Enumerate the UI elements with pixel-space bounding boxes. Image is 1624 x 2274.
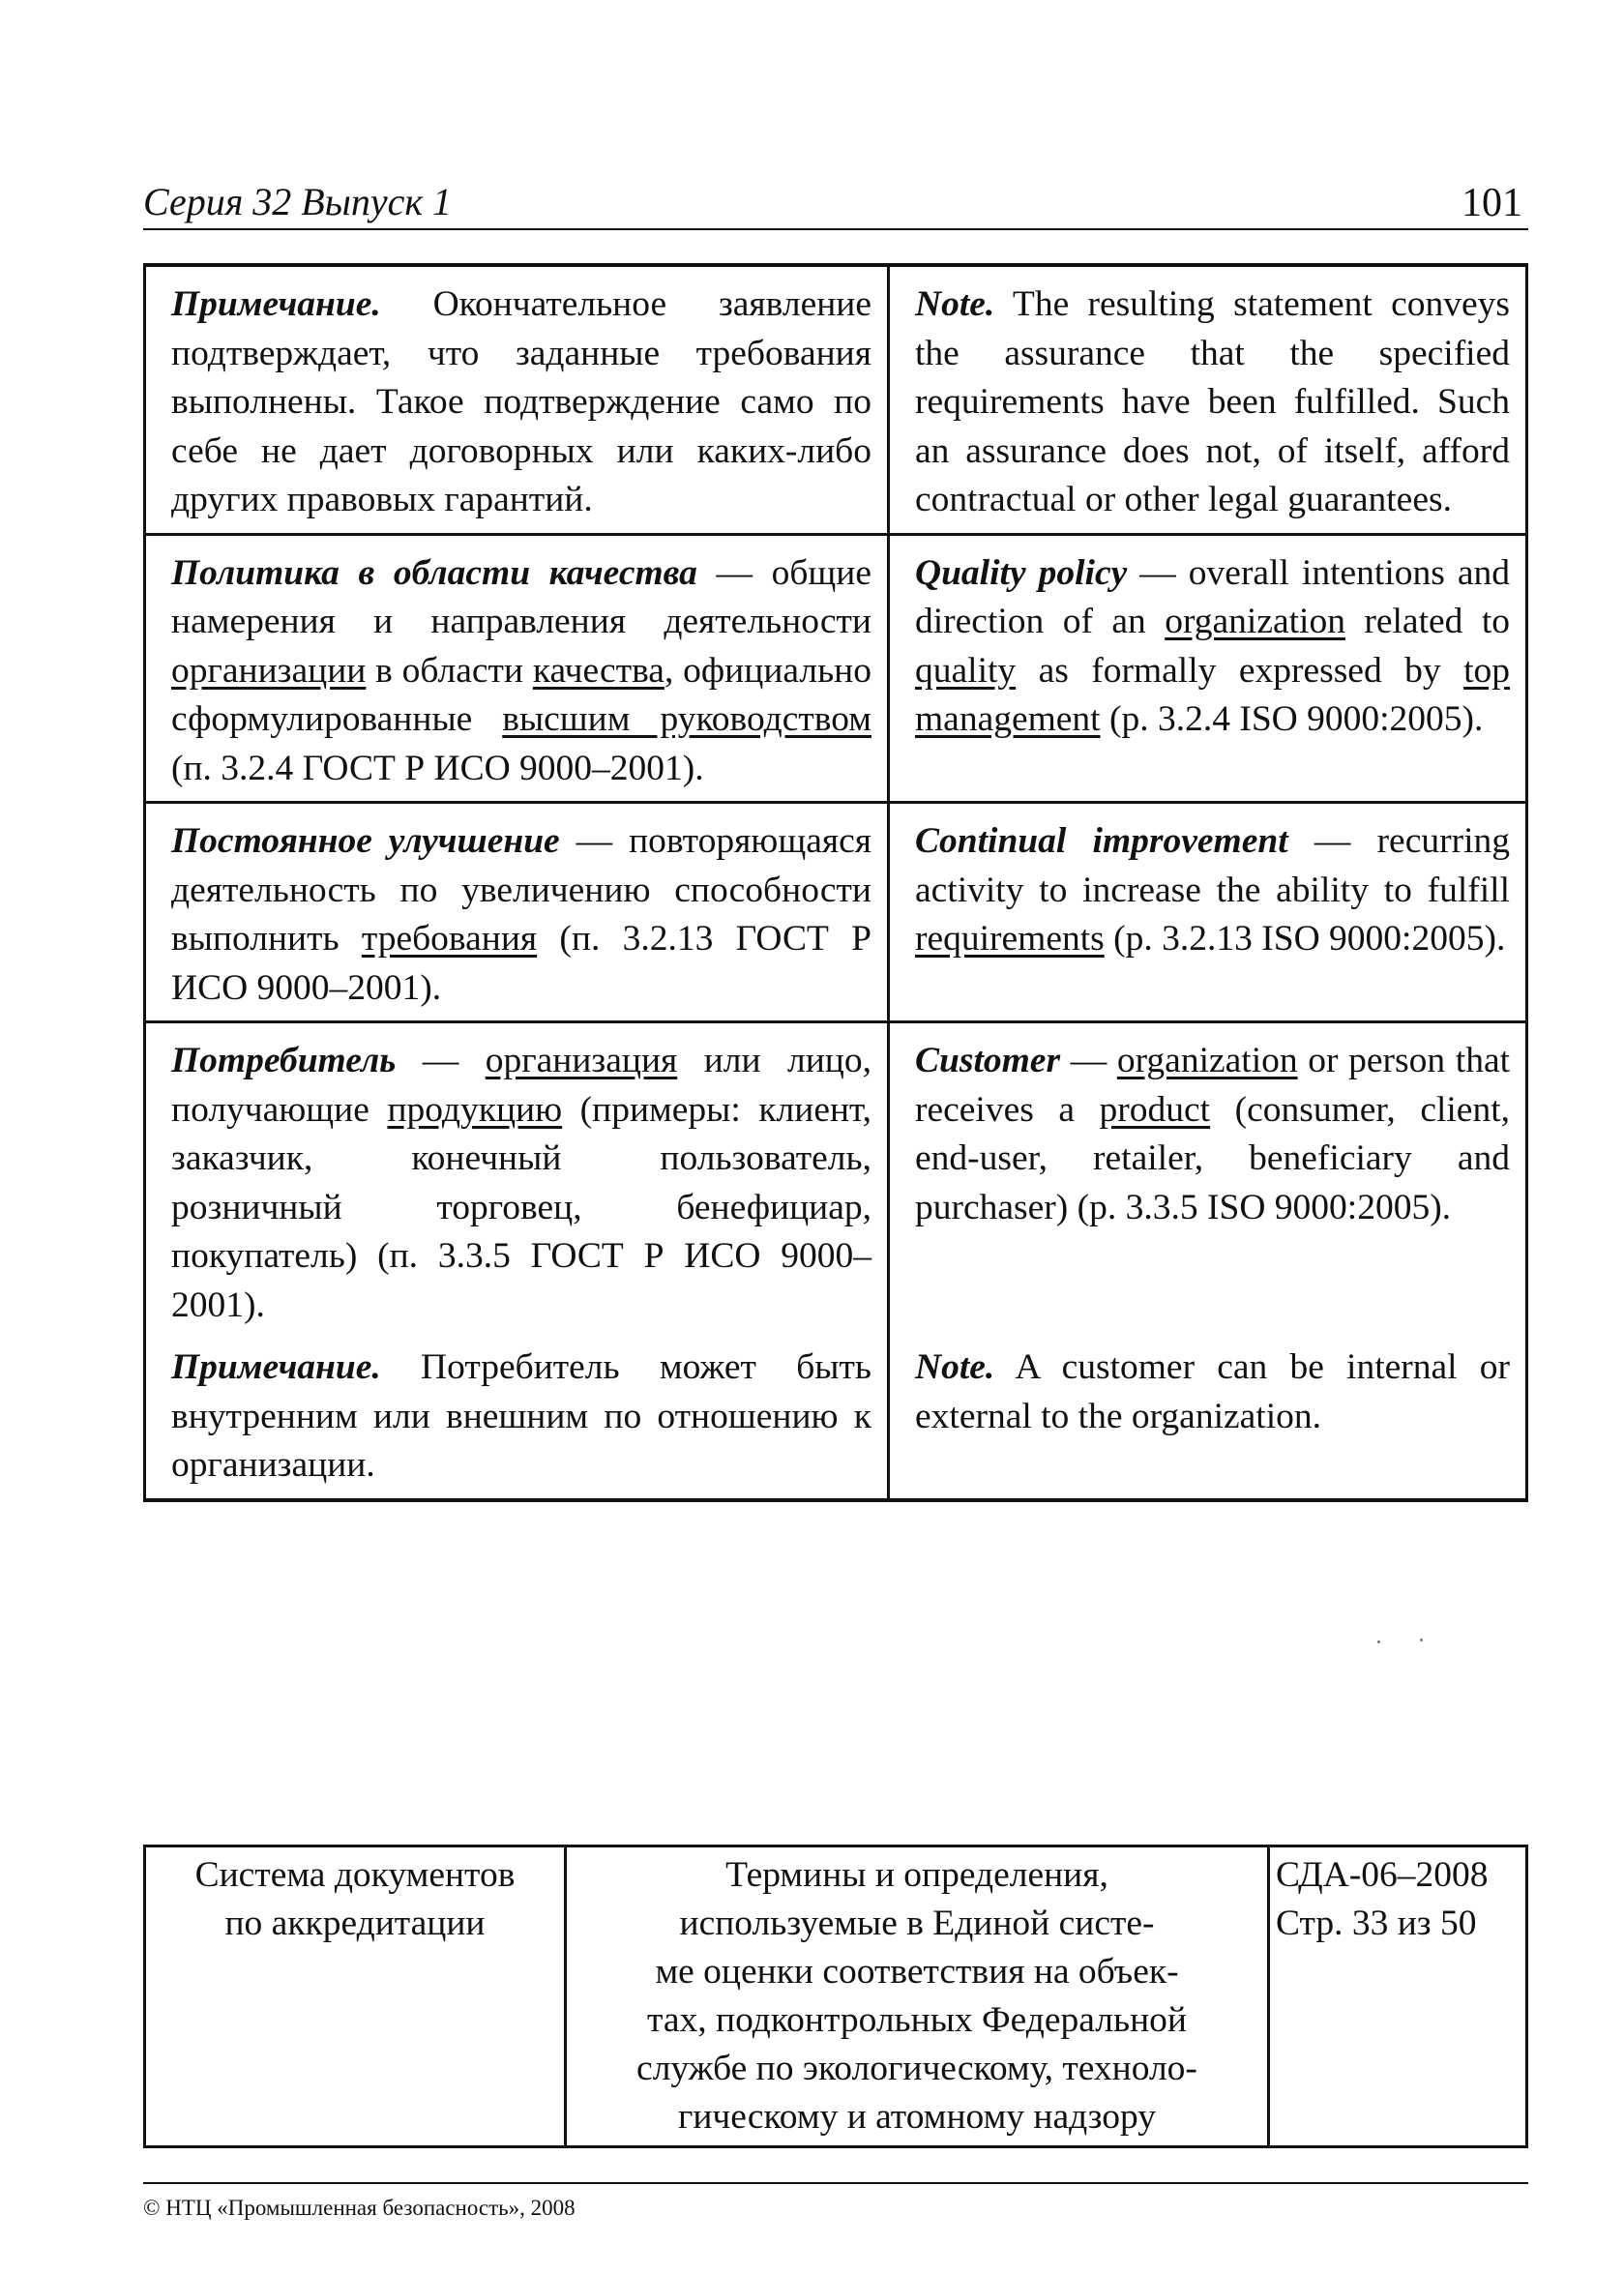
ru-cell: [145, 534, 889, 803]
term-label: Политика в области качества: [171, 552, 697, 593]
definition-text: The resulting statement conveys the assurance that the specified requirements have been fulfilled. Such an assurance does not, of itself, afford contractual or other legal guarantees.: [915, 284, 1510, 519]
footer-text: используемые в Единой систе-: [679, 1904, 1155, 1943]
scan-speck: [1420, 1639, 1423, 1641]
term-label: Note.: [915, 284, 995, 324]
definition-text: (п. 3.2.13 ГОСТ Р ИСО 9000–2001).: [171, 919, 871, 1008]
ru-cell: [145, 1338, 889, 1500]
definition-text: — повторяющаяся деятельность по увеличению способности выполнить: [171, 821, 871, 959]
definition-text: или лицо, получающие: [171, 1041, 872, 1130]
table-row: [145, 1846, 1527, 2147]
definition-text: Потребитель может быть внутренним или внешним по отношению к организации.: [171, 1347, 871, 1485]
definition-text: в области: [366, 650, 533, 691]
term-label: Примечание.: [171, 284, 381, 324]
page-number: 101: [1462, 181, 1522, 225]
definition-text: A customer can be internal or external to the organization.: [915, 1347, 1510, 1436]
en-cell: [889, 803, 1527, 1022]
definition-text: (примеры: клиент, заказчик, конечный пользователь, розничный торговец, бенефициар, покупатель) (п. 3.3.5 ГОСТ Р ИСО 9000–2001).: [171, 1089, 871, 1325]
term-link[interactable]: качества: [532, 650, 664, 691]
page-counter: Стр. 33 из 50: [1276, 1904, 1477, 1943]
footer-text: гическому и атомному надзору: [677, 2097, 1157, 2137]
footer-text: службе по экологическому, техноло-: [636, 2049, 1197, 2088]
definition-text: — общие намерения и направления деятельности: [171, 552, 871, 641]
term-link[interactable]: продукцию: [387, 1089, 563, 1130]
term-label: Quality policy: [915, 552, 1128, 593]
term-link[interactable]: требования: [361, 919, 538, 959]
table-row: [145, 1022, 1527, 1339]
definition-text: related to: [1344, 602, 1510, 641]
en-cell: [889, 265, 1527, 534]
term-link[interactable]: quality: [915, 650, 1017, 691]
document-code: СДА-06–2008: [1276, 1855, 1489, 1895]
footer-text: Система документов: [194, 1855, 516, 1895]
term-link[interactable]: top management: [915, 650, 1510, 739]
term-link[interactable]: высшим руководством: [502, 699, 871, 739]
definition-text: , официально сформулированные: [171, 650, 871, 739]
ru-cell: [145, 265, 889, 534]
term-link[interactable]: organization: [1116, 1041, 1298, 1080]
term-link[interactable]: requirements: [915, 919, 1105, 959]
en-cell: [889, 534, 1527, 803]
definition-text: Окончательное заявление подтверждает, что заданные требования выполнены. Такое подтверждение само по себе не дает договорных или каких-либо других правовых гарантий.: [171, 284, 871, 519]
document-footer-table: [143, 1845, 1528, 2148]
term-label: Постоянное улучшение: [171, 821, 560, 861]
definition-text: —: [396, 1041, 486, 1080]
term-label: Потребитель: [171, 1041, 397, 1080]
definition-text: — overall intentions and direction of an: [915, 552, 1511, 641]
definition-text: or person that receives a: [915, 1041, 1511, 1130]
term-link[interactable]: product: [1099, 1089, 1211, 1130]
copyright-notice: © НТЦ «Промышленная безопасность», 2008: [143, 2182, 1528, 2221]
term-label: Customer: [915, 1041, 1061, 1080]
definition-text: (consumer, client, end-user, retailer, beneficiary and purchaser) (p. 3.3.5 ISO 9000:2005).: [915, 1089, 1510, 1227]
term-link[interactable]: organization: [1165, 602, 1345, 641]
definition-text: — recurring activity to increase the ability to fulfill: [915, 821, 1510, 910]
term-link[interactable]: организация: [485, 1041, 678, 1080]
scan-speck: [1377, 1640, 1380, 1643]
definition-text: (p. 3.2.13 ISO 9000:2005).: [1104, 919, 1506, 959]
footer-title-cell: [566, 1846, 1269, 2147]
table-row: [145, 1338, 1527, 1500]
term-label: Continual improvement: [915, 821, 1288, 861]
running-header: [143, 174, 1528, 230]
term-link[interactable]: организации: [171, 650, 367, 691]
en-cell: [889, 1022, 1527, 1339]
table-row: [145, 265, 1527, 534]
ru-cell: [145, 803, 889, 1022]
term-label: Note.: [915, 1347, 995, 1387]
terms-table: [143, 263, 1528, 1502]
footer-text: Термины и определения,: [725, 1855, 1108, 1895]
footer-text: ме оценки соответствия на объек-: [655, 1952, 1179, 1992]
footer-code-cell: [1269, 1846, 1527, 2147]
series-title: Серия 32 Выпуск 1: [143, 180, 453, 223]
definition-text: —: [1060, 1041, 1117, 1080]
definition-text: (п. 3.2.4 ГОСТ Р ИСО 9000–2001).: [171, 748, 704, 788]
definition-text: (p. 3.2.4 ISO 9000:2005).: [1100, 699, 1484, 739]
footer-system-cell: [145, 1846, 566, 2147]
table-row: [145, 803, 1527, 1022]
ru-cell: [145, 1022, 889, 1339]
footer-text: тах, подконтрольных Федеральной: [647, 2000, 1187, 2040]
definition-text: as formally expressed by: [1016, 650, 1464, 691]
table-row: [145, 534, 1527, 803]
en-cell: [889, 1338, 1527, 1500]
footer-text: по аккредитации: [224, 1904, 486, 1943]
term-label: Примечание.: [171, 1347, 381, 1387]
